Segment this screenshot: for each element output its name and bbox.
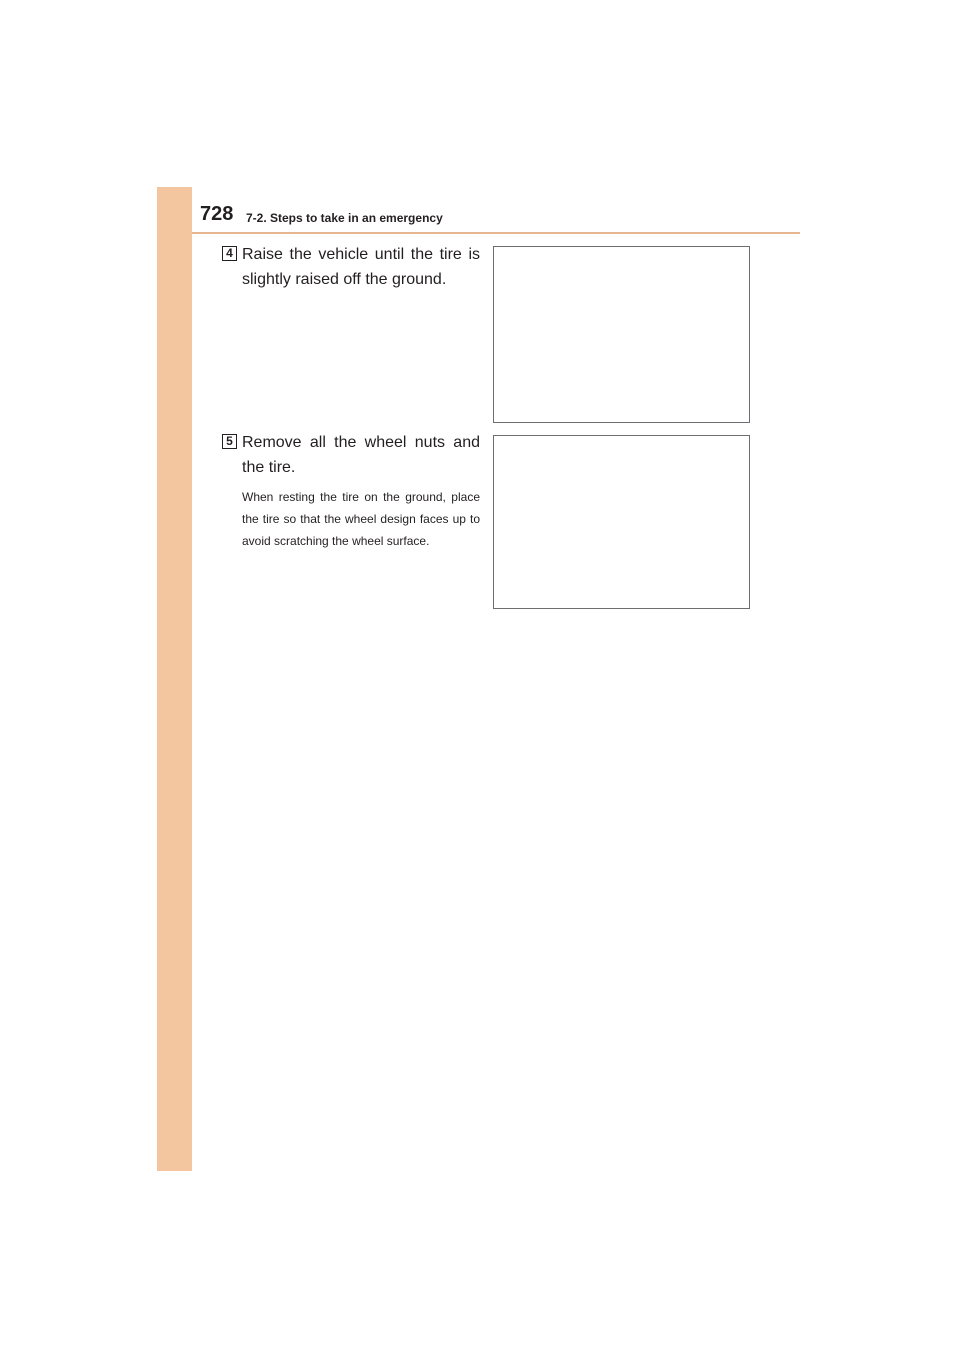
- step-5-instruction: Remove all the wheel nuts and the tire.: [242, 434, 480, 476]
- section-title: 7-2. Steps to take in an emergency: [246, 211, 443, 225]
- step-4-instruction: Raise the vehicle until the tire is slightly raised off the ground.: [242, 246, 480, 288]
- step-4-illustration: [493, 246, 750, 423]
- step-5-illustration: [493, 435, 750, 609]
- chapter-sidebar-tab: [157, 187, 192, 1171]
- page-number: 728: [200, 203, 234, 225]
- step-5-number-badge: 5: [222, 434, 237, 449]
- header-divider: [192, 232, 800, 234]
- step-4-number-badge: 4: [222, 246, 237, 261]
- step-5-note: When resting the tire on the ground, place the tire so that the wheel design faces up to avoid scratching the wheel surface.: [242, 490, 480, 548]
